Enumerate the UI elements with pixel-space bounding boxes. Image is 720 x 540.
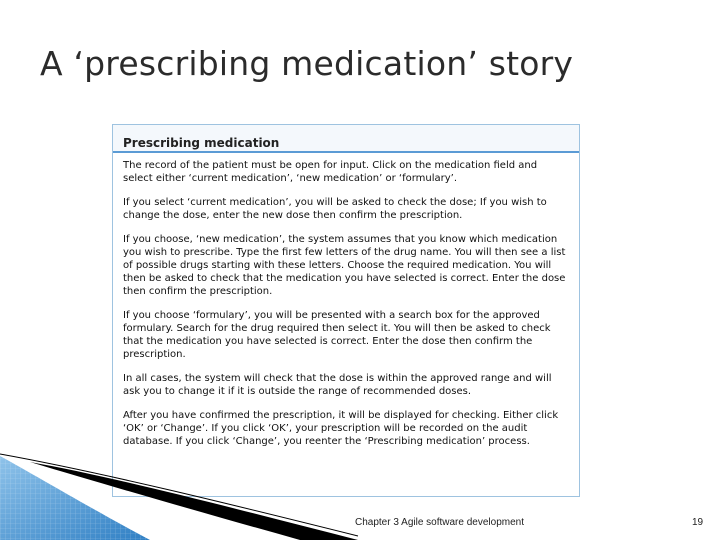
story-paragraph: If you choose, ‘new medication’, the system assumes that you know which medication you wish to prescribe. Type the first few letters of the drug name. You will then see a list of possible drugs starting with these letters. Choose the required medication. You will then be asked to check that the medication you have selected is correct. Enter the dose then confirm the prescription. — [123, 234, 566, 297]
story-paragraph: After you have confirmed the prescription, it will be displayed for checking. Either click ‘OK’ or ‘Change’. If you click ‘OK’, your prescription will be recorded on the audit database. If you click ‘Change’, you reenter the ‘Prescribing medication’ process. — [123, 410, 559, 447]
page-number: 19 — [692, 517, 704, 528]
story-paragraph: If you choose ‘formulary’, you will be presented with a search box for the approved formulary. Search for the drug required then select it. You will then be asked to check that the medication you have selected is correct. Enter the dose then confirm the prescription. — [123, 310, 551, 360]
story-paragraph: The record of the patient must be open for input. Click on the medication field and select either ‘current medication’, ‘new medication’ or ‘formulary’. — [123, 160, 538, 184]
card-title: Prescribing medication — [123, 136, 280, 150]
story-paragraph: If you select ‘current medication’, you will be asked to check the dose; If you wish to change the dose, enter the new dose then confirm the prescription. — [123, 197, 547, 221]
card-body — [113, 153, 579, 448]
card-header — [113, 125, 579, 153]
decorative-swoosh — [0, 448, 360, 540]
slide-title: A ‘prescribing medication’ story — [40, 44, 574, 83]
story-paragraph: In all cases, the system will check that the dose is within the approved range and will ask you to change it if it is outside the range of recommended doses. — [123, 373, 552, 397]
footer-text: Chapter 3 Agile software development — [355, 517, 524, 528]
story-card — [112, 124, 580, 497]
